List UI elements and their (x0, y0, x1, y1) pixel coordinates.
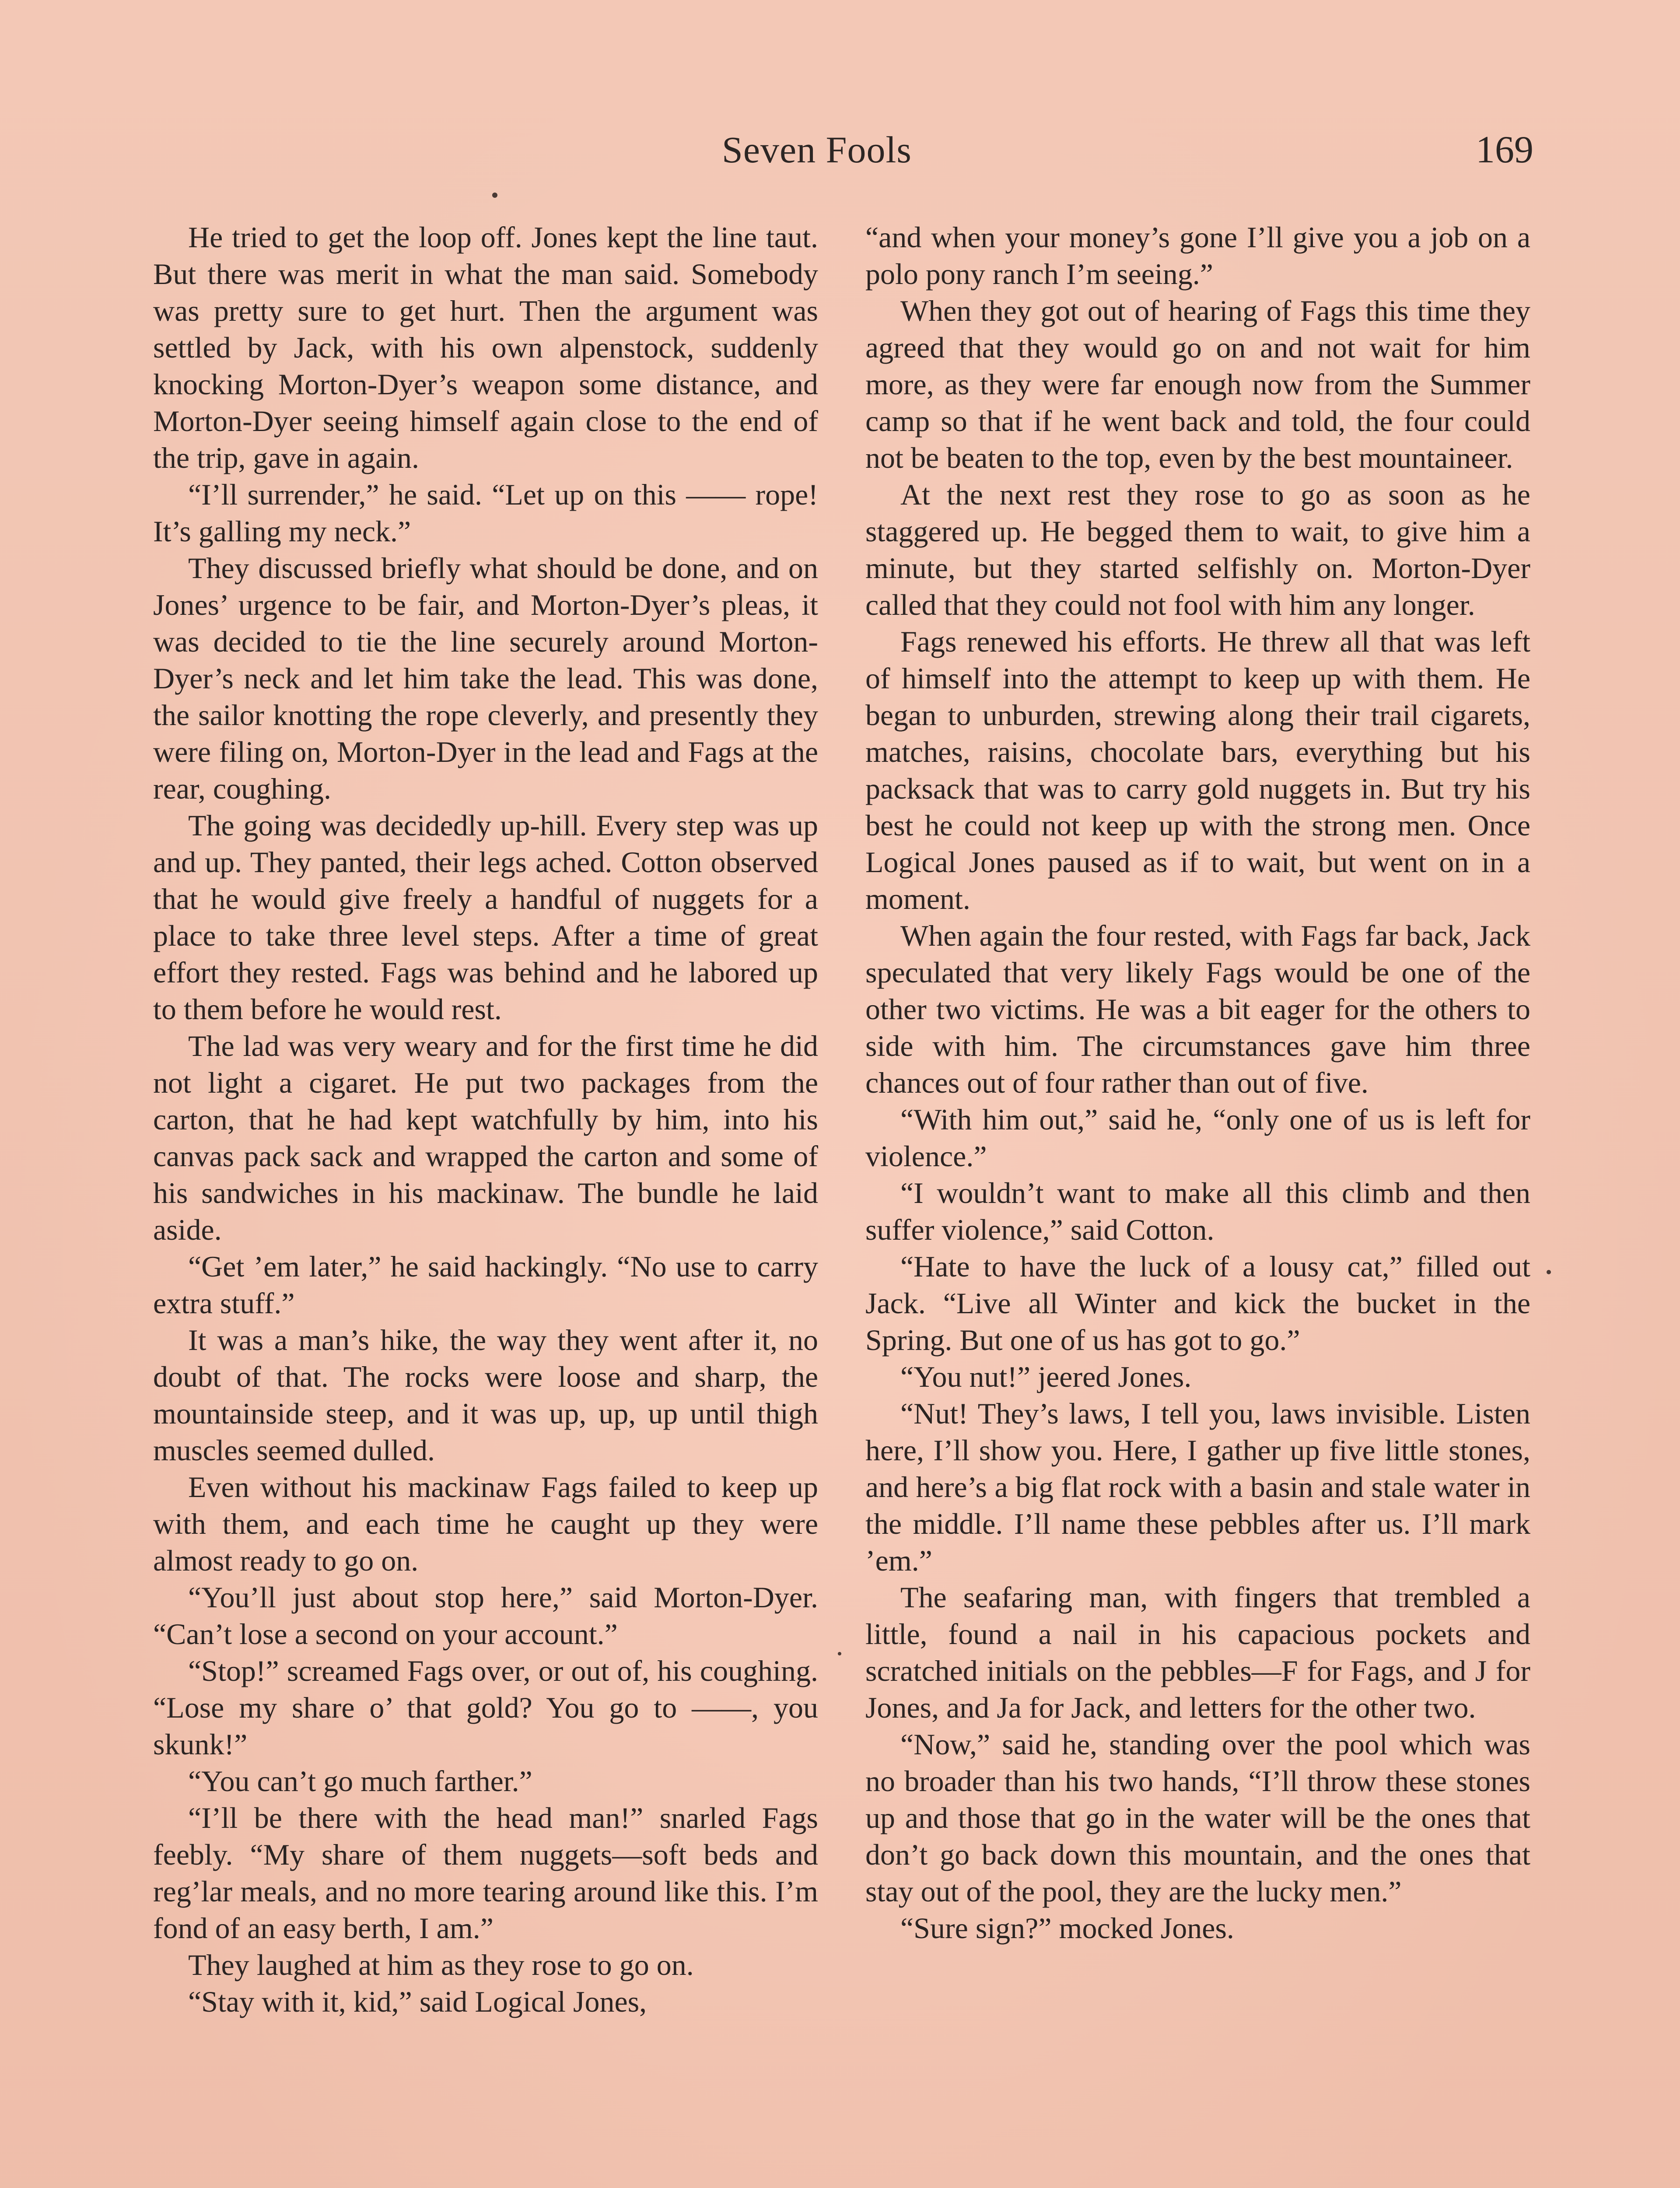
paragraph: “You can’t go much farther.” (188, 1764, 532, 1798)
paragraph: The going was decidedly up-hill. Every step was up and up. They panted, their legs ached. Cotton observed that he would give freely a handful of nuggets for a place to take three level steps. After a time of great effort they rested. Fags was behind and he labored up to them before he would rest. (153, 809, 818, 1026)
paragraph: “You’ll just about stop here,” said Morton-Dyer. “Can’t lose a second on your account.” (153, 1581, 818, 1651)
paragraph: Fags renewed his efforts. He threw all that was left of himself into the attempt to keep up with them. He began to unburden, strewing along their trail cigarets, matches, raisins, chocolate bars, everything but his packsack that was to carry gold nuggets in. But try his best he could not keep up with the strong men. Once Logical Jones paused as if to wait, but went on in a moment. (865, 625, 1530, 915)
paragraph: “Get ’em later,” he said hackingly. “No use to carry extra stuff.” (153, 1250, 818, 1320)
right-text-column (865, 219, 1530, 1946)
page-header (0, 128, 1680, 176)
paragraph: “Now,” said he, standing over the pool which was no broader than his two hands, “I’ll throw these stones up and those that go in the water will be the ones that don’t go back down this mountain, and the ones that stay out of the pool, they are the lucky men.” (865, 1728, 1530, 1908)
paragraph: “Stay with it, kid,” said Logical Jones, (188, 1985, 647, 2018)
paragraph: When they got out of hearing of Fags this time they agreed that they would go on and not wait for him more, as they were far enough now from the Summer camp so that if he went back and told, the four could not be beaten to the top, even by the best mountaineer. (865, 294, 1530, 474)
paragraph: He tried to get the loop off. Jones kept the line taut. But there was merit in what the man said. Somebody was pretty sure to get hurt. Then the argument was settled by Jack, with his own alpenstock, suddenly knocking Morton-Dyer’s weapon some distance, and Morton-Dyer seeing himself again close to the end of the trip, gave in again. (153, 221, 818, 474)
ink-speck (1547, 1270, 1551, 1274)
paragraph-continuation: “and when your money’s gone I’ll give you a job on a polo pony ranch I’m seeing.” (865, 221, 1530, 291)
paragraph: At the next rest they rose to go as soon as he staggered up. He begged them to wait, to give him a minute, but they started selfishly on. Morton-Dyer called that they could not fool with him any longer. (865, 478, 1530, 621)
paragraph: “Hate to have the luck of a lousy cat,” filled out Jack. “Live all Winter and kick the bucket in the Spring. But one of us has got to go.” (865, 1250, 1530, 1357)
paragraph: “Stop!” screamed Fags over, or out of, his coughing. “Lose my share o’ that gold? You go to ——, you skunk!” (153, 1654, 818, 1761)
paragraph: They discussed briefly what should be done, and on Jones’ urgence to be fair, and Morton-Dyer’s pleas, it was decided to tie the line securely around Morton-Dyer’s neck and let him take the lead. This was done, the sailor knotting the rope cleverly, and presently they were filing on, Morton-Dyer in the lead and Fags at the rear, coughing. (153, 551, 818, 805)
paragraph: It was a man’s hike, the way they went after it, no doubt of that. The rocks were loose and sharp, the mountainside steep, and it was up, up, up until thigh muscles seemed dulled. (153, 1323, 818, 1467)
page-number: 169 (1476, 129, 1533, 171)
paragraph: When again the four rested, with Fags far back, Jack speculated that very likely Fags would be one of the other two victims. He was a bit eager for the others to side with him. The circumstances gave him three chances out of four rather than out of five. (865, 919, 1530, 1099)
paragraph: “I wouldn’t want to make all this climb and then suffer violence,” said Cotton. (865, 1176, 1530, 1246)
paragraph: They laughed at him as they rose to go on. (188, 1948, 694, 1981)
left-text-column (153, 219, 818, 2020)
paragraph: “I’ll surrender,” he said. “Let up on this —— rope! It’s galling my neck.” (153, 478, 818, 548)
paragraph: “Sure sign?” mocked Jones. (900, 1911, 1234, 1945)
paragraph: The lad was very weary and for the first time he did not light a cigaret. He put two packages from the carton, that he had kept watchfully by him, into his canvas pack sack and wrapped the carton and some of his sandwiches in his mackinaw. The bundle he laid aside. (153, 1029, 818, 1246)
paragraph: “With him out,” said he, “only one of us is left for violence.” (865, 1103, 1530, 1173)
paragraph: “You nut!” jeered Jones. (900, 1360, 1192, 1393)
paragraph: The seafaring man, with fingers that trembled a little, found a nail in his capacious pockets and scratched initials on the pebbles—F for Fags, and J for Jones, and Ja for Jack, and letters for the other two. (865, 1581, 1530, 1724)
running-title: Seven Fools (722, 129, 912, 171)
ink-speck (492, 193, 497, 198)
paragraph: “I’ll be there with the head man!” snarled Fags feebly. “My share of them nuggets—soft beds and reg’lar meals, and no more tearing around like this. I’m fond of an easy berth, I am.” (153, 1801, 818, 1945)
ink-speck (838, 1652, 841, 1655)
paragraph: “Nut! They’s laws, I tell you, laws invisible. Listen here, I’ll show you. Here, I gather up five little stones, and here’s a big flat rock with a basin and stale water in the middle. I’ll name these pebbles after us. I’ll mark ’em.” (865, 1397, 1530, 1577)
paragraph: Even without his mackinaw Fags failed to keep up with them, and each time he caught up they were almost ready to go on. (153, 1470, 818, 1577)
